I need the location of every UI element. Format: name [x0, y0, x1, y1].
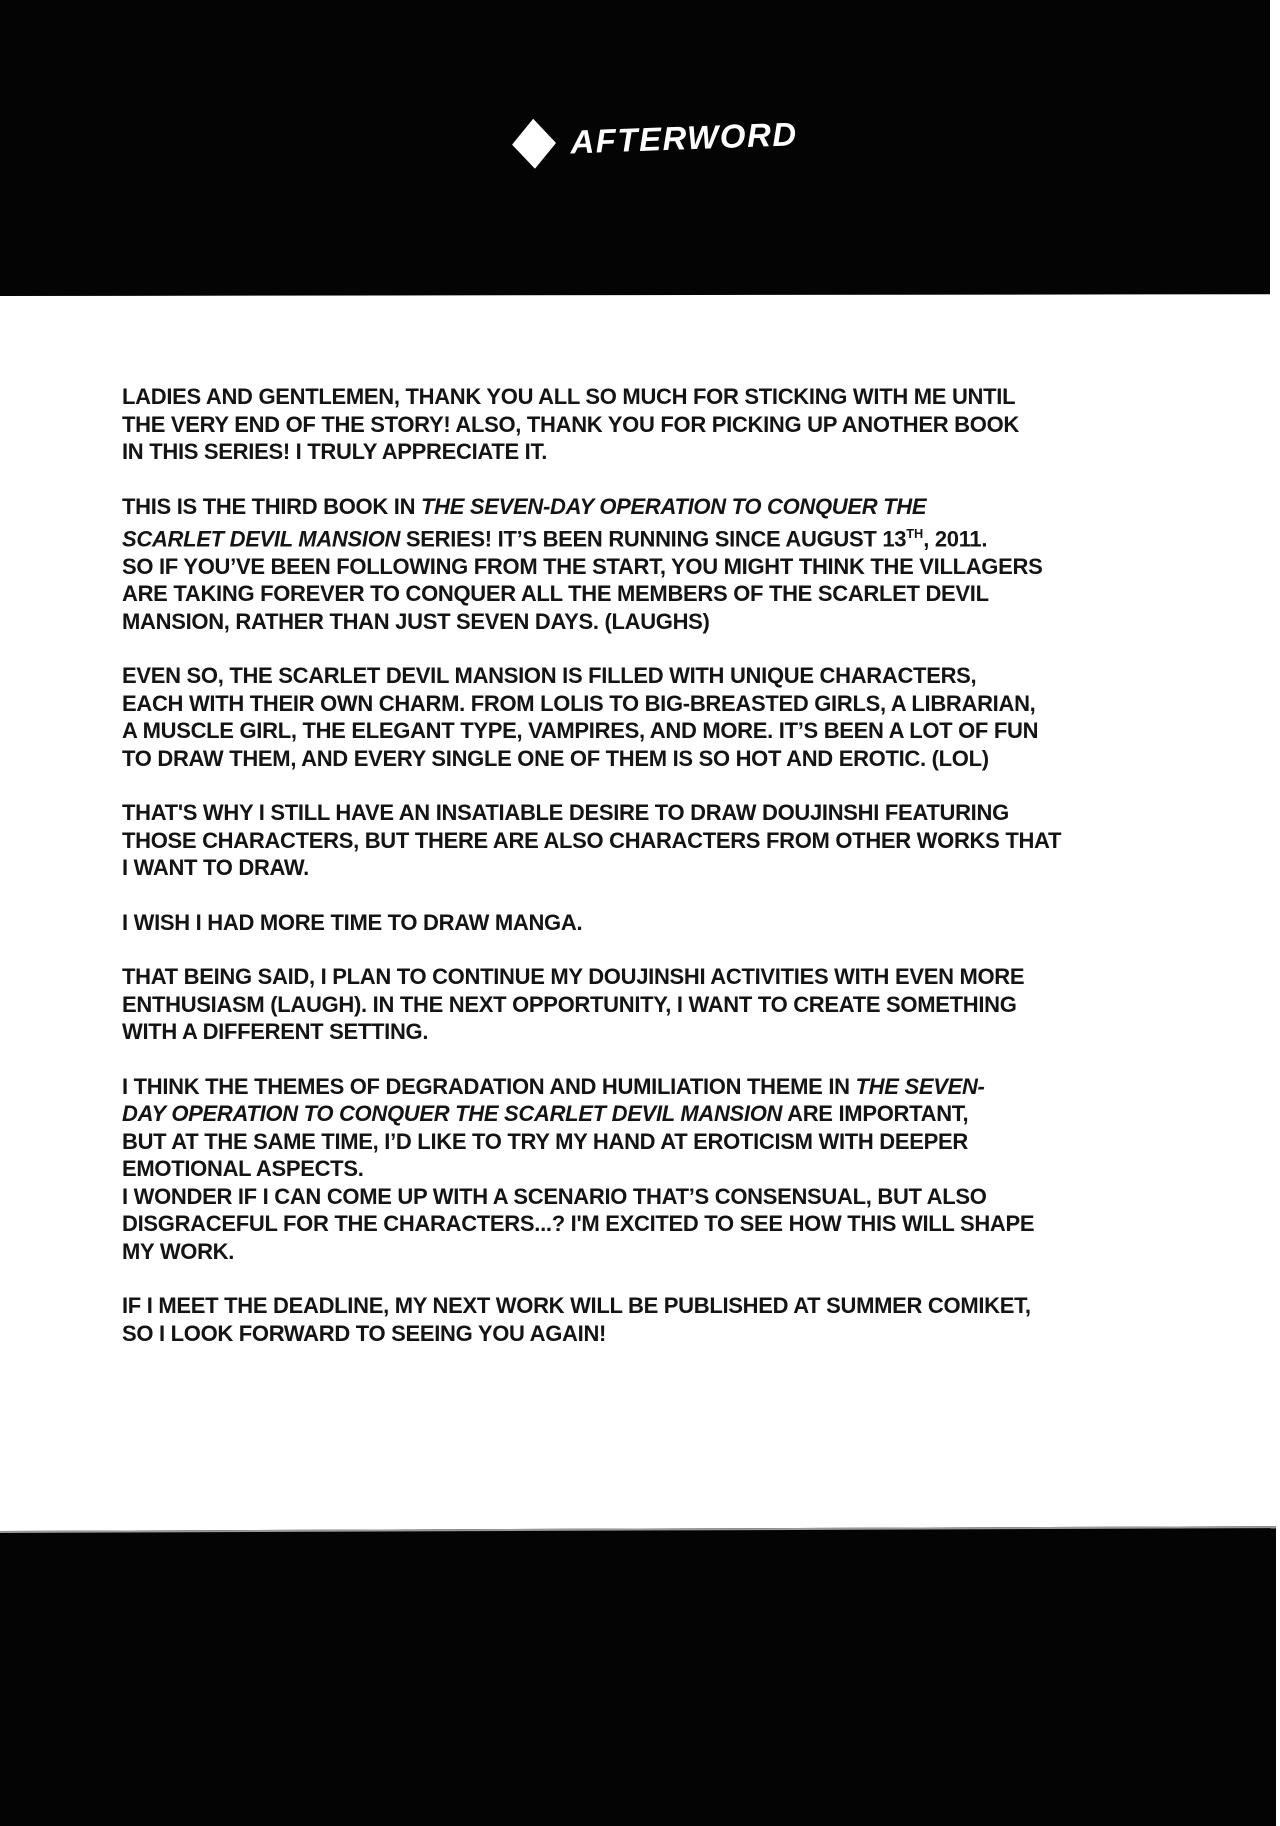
text-line	[122, 520, 1152, 553]
afterword-paragraph	[122, 799, 1152, 882]
afterword-paragraph	[122, 909, 1152, 937]
afterword-paragraph	[122, 662, 1152, 772]
body-text-segment: I WISH I HAD MORE TIME TO DRAW MANGA.	[122, 909, 583, 935]
afterword-paragraph	[122, 493, 1152, 636]
body-text-segment: A MUSCLE GIRL, THE ELEGANT TYPE, VAMPIRES, AND MORE. IT’S BEEN A LOT OF FUN	[122, 718, 1039, 744]
body-text-segment: BUT AT THE SAME TIME, I’D LIKE TO TRY MY HAND AT EROTICISM WITH DEEPER	[122, 1128, 968, 1154]
text-line	[122, 717, 1152, 745]
afterword-paragraph	[122, 383, 1152, 466]
body-text-segment: SO IF YOU’VE BEEN FOLLOWING FROM THE START, YOU MIGHT THINK THE VILLAGERS	[122, 553, 1043, 579]
body-text-segment: MANSION, RATHER THAN JUST SEVEN DAYS. (LAUGHS)	[122, 608, 710, 634]
text-line	[122, 854, 1152, 882]
body-text-segment: I WONDER IF I CAN COME UP WITH A SCENARIO THAT’S CONSENSUAL, BUT ALSO	[122, 1183, 987, 1209]
body-text-segment: THE VERY END OF THE STORY! ALSO, THANK YOU FOR PICKING UP ANOTHER BOOK	[122, 411, 1019, 437]
body-text-segment: ENTHUSIASM (LAUGH). IN THE NEXT OPPORTUNITY, I WANT TO CREATE SOMETHING	[122, 991, 1017, 1017]
afterword-paragraph	[122, 1292, 1152, 1347]
text-line	[122, 553, 1152, 581]
text-line	[122, 1292, 1152, 1320]
text-line	[122, 1210, 1152, 1238]
series-title-text: THE SEVEN-DAY OPERATION TO CONQUER THE	[421, 493, 927, 519]
header-band	[0, 0, 1270, 296]
series-title-text: SCARLET DEVIL MANSION	[122, 526, 401, 552]
body-text-segment: THAT'S WHY I STILL HAVE AN INSATIABLE DESIRE TO DRAW DOUJINSHI FEATURING	[122, 800, 1009, 826]
diamond-icon	[512, 118, 558, 170]
text-line	[122, 799, 1152, 827]
body-text-segment: TH	[906, 526, 924, 541]
body-text-segment: EACH WITH THEIR OWN CHARM. FROM LOLIS TO BIG-BREASTED GIRLS, A LIBRARIAN,	[122, 690, 1036, 716]
page-title-row	[0, 92, 1270, 188]
body-text-segment: MY WORK.	[122, 1238, 235, 1264]
text-line	[122, 1128, 1152, 1156]
body-text-segment: ARE TAKING FOREVER TO CONQUER ALL THE MEMBERS OF THE SCARLET DEVIL	[122, 581, 989, 607]
text-line	[122, 1100, 1152, 1128]
text-line	[122, 1073, 1152, 1101]
text-line	[122, 1238, 1152, 1266]
text-line	[122, 963, 1152, 991]
body-text-segment: EVEN SO, THE SCARLET DEVIL MANSION IS FILLED WITH UNIQUE CHARACTERS,	[122, 663, 977, 689]
text-line	[122, 745, 1152, 773]
series-title-text: DAY OPERATION TO CONQUER THE SCARLET DEVIL MANSION	[122, 1101, 783, 1127]
body-text-segment: THOSE CHARACTERS, BUT THERE ARE ALSO CHARACTERS FROM OTHER WORKS THAT	[122, 827, 1062, 853]
body-text-segment: LADIES AND GENTLEMEN, THANK YOU ALL SO MUCH FOR STICKING WITH ME UNTIL	[122, 384, 1016, 409]
text-line	[122, 438, 1152, 466]
afterword-text	[122, 383, 1152, 1374]
body-text-segment: I THINK THE THEMES OF DEGRADATION AND HUMILIATION THEME IN	[122, 1073, 856, 1099]
text-line	[122, 493, 1152, 521]
text-line	[122, 662, 1152, 690]
body-text-segment: WITH A DIFFERENT SETTING.	[122, 1019, 429, 1045]
body-text-segment: SO I LOOK FORWARD TO SEEING YOU AGAIN!	[122, 1320, 607, 1346]
text-line	[122, 1155, 1152, 1183]
body-text-segment: DISGRACEFUL FOR THE CHARACTERS...? I'M EXCITED TO SEE HOW THIS WILL SHAPE	[122, 1211, 1035, 1237]
text-line	[122, 383, 1152, 411]
body-text-segment: SERIES! IT’S BEEN RUNNING SINCE AUGUST 13	[400, 526, 907, 552]
text-line	[122, 827, 1152, 855]
text-line	[122, 580, 1152, 608]
text-line	[122, 1320, 1152, 1348]
page-title: AFTERWORD	[569, 115, 799, 161]
body-text-segment: , 2011.	[923, 526, 988, 552]
text-line	[122, 1183, 1152, 1211]
body-text-segment: IF I MEET THE DEADLINE, MY NEXT WORK WILL BE PUBLISHED AT SUMMER COMIKET,	[122, 1293, 1031, 1319]
text-line	[122, 991, 1152, 1019]
text-line	[122, 1018, 1152, 1046]
text-line	[122, 411, 1152, 439]
body-text-segment: THAT BEING SAID, I PLAN TO CONTINUE MY DOUJINSHI ACTIVITIES WITH EVEN MORE	[122, 964, 1025, 990]
series-title-text: THE SEVEN-	[855, 1073, 985, 1099]
body-text-segment: IN THIS SERIES! I TRULY APPRECIATE IT.	[122, 439, 548, 464]
body-text-segment: THIS IS THE THIRD BOOK IN	[122, 493, 421, 519]
footer-band	[0, 1526, 1276, 1826]
text-line	[122, 909, 1152, 937]
body-text-segment: EMOTIONAL ASPECTS.	[122, 1156, 364, 1182]
afterword-paragraph	[122, 1073, 1152, 1266]
afterword-paragraph	[122, 963, 1152, 1046]
body-text-segment: I WANT TO DRAW.	[122, 855, 309, 881]
text-line	[122, 608, 1152, 636]
body-text-segment: TO DRAW THEM, AND EVERY SINGLE ONE OF THEM IS SO HOT AND EROTIC. (LOL)	[122, 745, 989, 771]
text-line	[122, 690, 1152, 718]
body-text-segment: ARE IMPORTANT,	[782, 1101, 969, 1127]
